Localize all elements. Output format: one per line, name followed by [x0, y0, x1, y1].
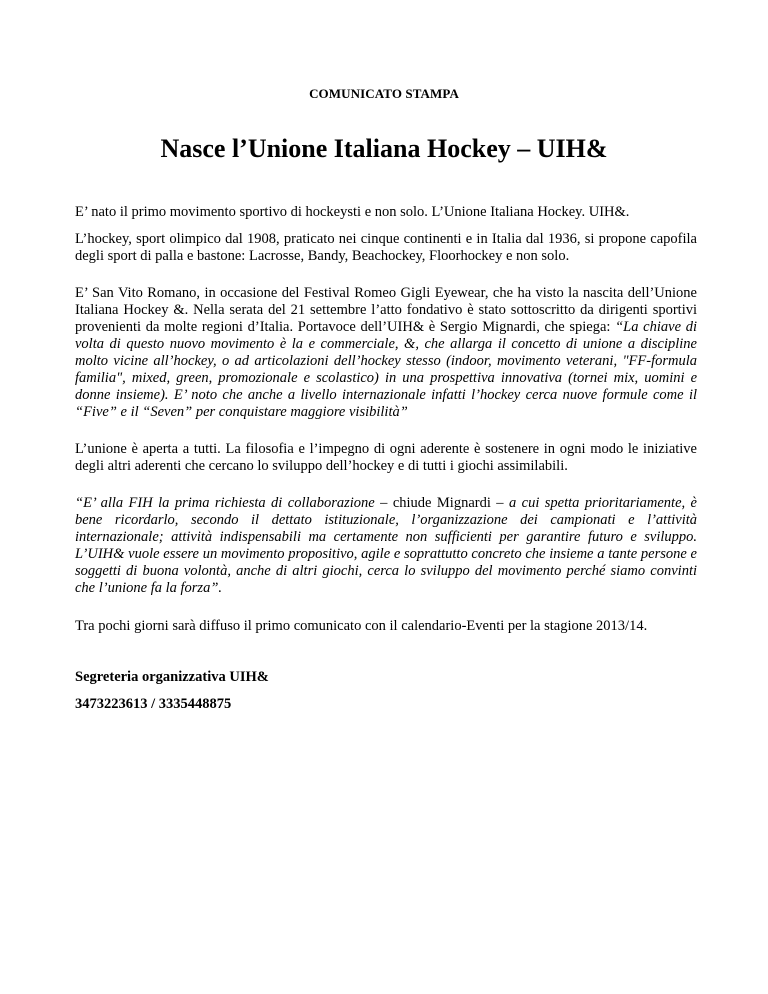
paragraph-founding-text: E’ San Vito Romano, in occasione del Festival Romeo Gigli Eyewear, che ha visto la nascita dell’Unione Italiana Hockey &. Nella serata del 21 settembre l’atto fondativo è stato sottoscritto da dirigenti sportivi provenienti da molte regioni d’Italia. Portavoce dell’UIH& è Sergio Mignardi, che spiega: [75, 285, 697, 335]
footer-phone-numbers: 3473223613 / 3335448875 [75, 696, 232, 712]
paragraph-fih-quote-a: “E’ alla FIH la prima richiesta di collaborazione [75, 495, 375, 511]
document-body [75, 204, 697, 713]
paragraph-hockey-history: L’hockey, sport olimpico dal 1908, praticato nei cinque continenti e in Italia dal 1936, si propone capofila degli sport di palla e bastone: Lacrosse, Bandy, Beachockey, Floorhockey e non solo. [75, 231, 697, 264]
document-label: COMUNICATO STAMPA [309, 86, 459, 101]
paragraph-founding [75, 285, 697, 421]
footer-secretariat: Segreteria organizzativa UIH& [75, 669, 269, 685]
paragraph-union-open: L’unione è aperta a tutti. La filosofia e l’impegno di ogni aderente è sostenere in ogni modo le iniziative degli altri aderenti che cercano lo sviluppo dell’hockey e di tutti i giochi assimilabili. [75, 441, 697, 474]
paragraph-intro: E’ nato il primo movimento sportivo di hockeysti e non solo. L’Unione Italiana Hockey. UIH&. [75, 204, 630, 220]
paragraph-fih-attribution: – chiude Mignardi – [374, 495, 509, 511]
page-title: Nasce l’Unione Italiana Hockey – UIH& [160, 134, 608, 163]
paragraph-founding-quote: “La chiave di volta di questo nuovo movimento è la e commerciale, &, che allarga il concetto di unione a discipline molto vicine all’hockey, o ad articolazioni dell’hockey stesso (indoor, movimento veterani, "FF-formula familia", mixed, green, promozionale e scolastico) in una prospettiva innovativa (tornei mix, uomini e donne insieme). E’ noto che anche a livello internazionale infatti l’hockey cerca nuove formule come il “Five” e il “Seven” per conquistare maggiore visibilità” [75, 319, 697, 420]
paragraph-fih-quote-b: a cui spetta prioritariamente, è bene ricordarlo, secondo il dettato istituzionale, l’organizzazione dei campionati e l’attività internazionale; attività indispensabili ma certamente non sufficienti per garantire futuro e sviluppo. L’UIH& vuole essere un movimento propositivo, agile e soprattutto concreto che insieme a tante persone e soggetti di buona volontà, anche di altri giochi, cerca lo sviluppo del movimento perché siamo convinti che l’unione fa la forza”. [75, 495, 697, 596]
paragraph-calendar: Tra pochi giorni sarà diffuso il primo comunicato con il calendario-Eventi per la stagione 2013/14. [75, 618, 648, 634]
paragraph-fih-collaboration [75, 495, 697, 597]
